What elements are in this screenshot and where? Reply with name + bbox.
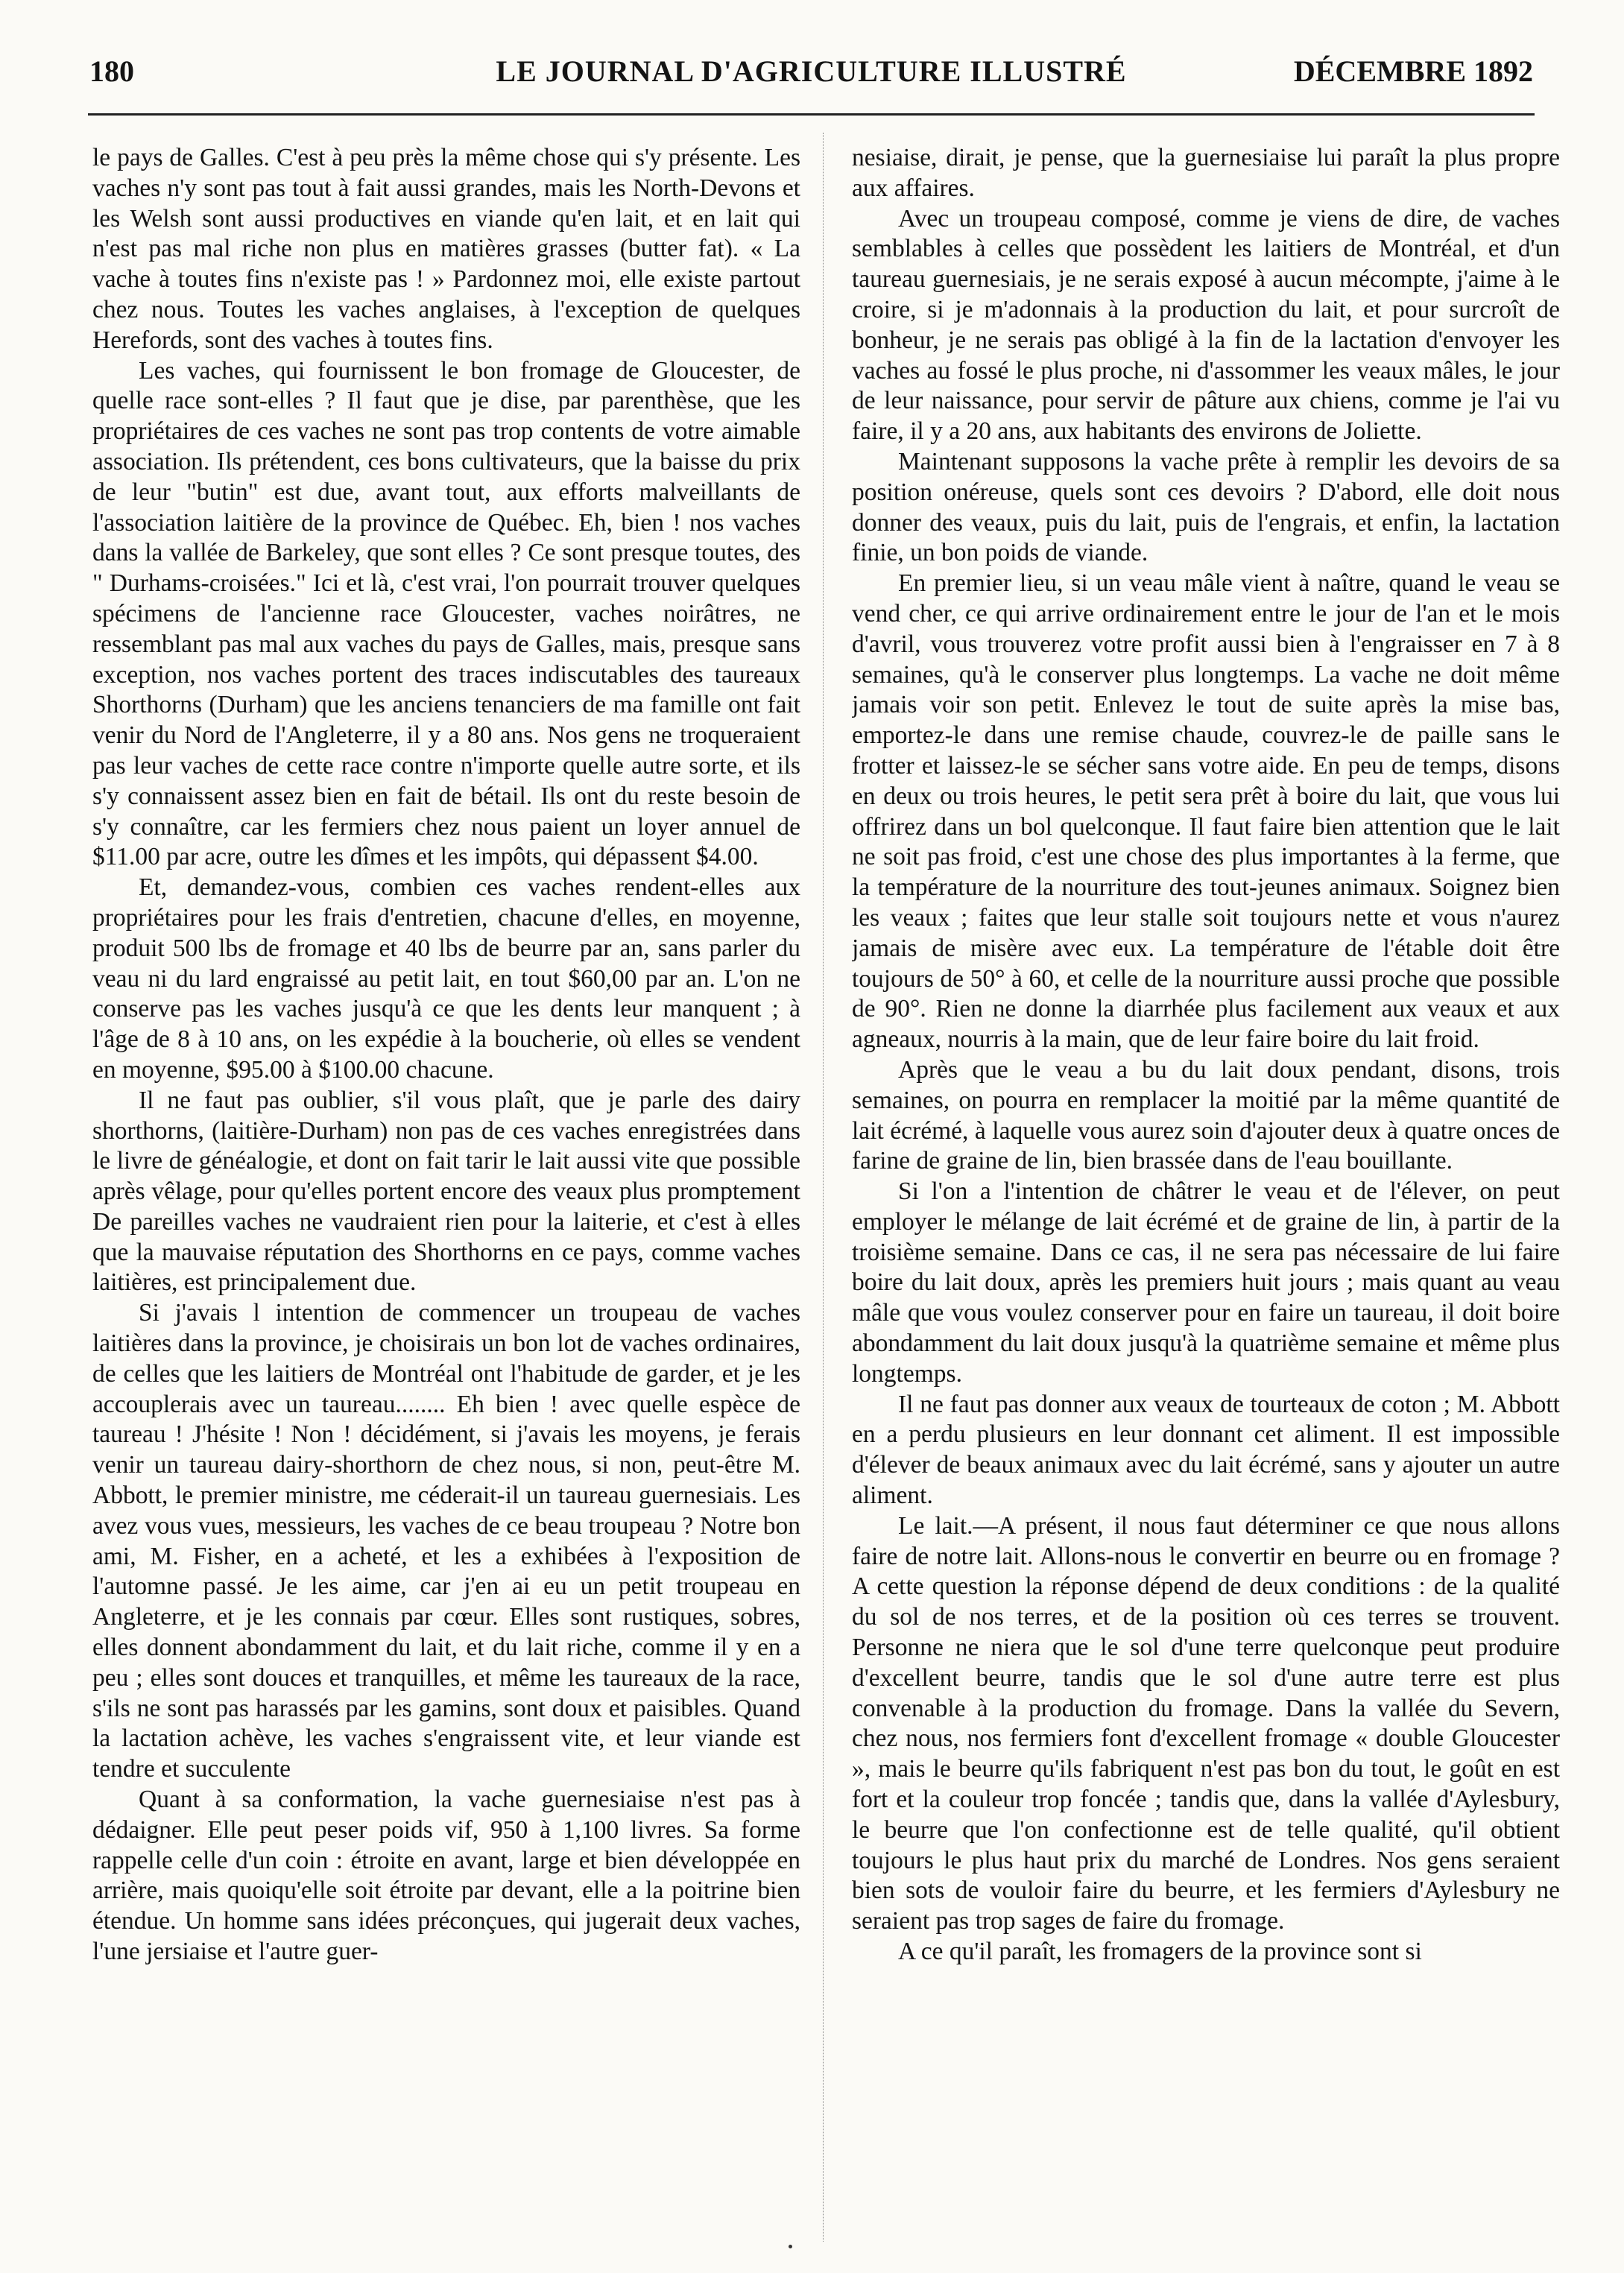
paragraph: En premier lieu, si un veau mâle vient à naître, quand le veau se vend cher, ce qui arrive ordinairement entre le jour de l'an et le mois d'avril, vous trouverez votre profit aussi bien à l'engraisser en 7 à 8 semaines, qu'à le conserver plus longtemps. La vache ne doit même jamais voir son petit. Enlevez le tout de suite après la mise bas, emportez-le dans une remise chaude, couvrez-le de paille sans le frotter et laissez-le se sécher sans votre aide. En peu de temps, disons en deux ou trois heures, le petit sera prêt à boire du lait, que vous lui offrirez dans un bol quelconque. Il faut faire bien attention que le lait ne soit pas froid, c'est une chose des plus importantes à la ferme, que la température de la nourriture des tout-jeunes animaux. Soignez bien les veaux ; faites que leur stalle soit toujours nette et vous n'aurez jamais de misère avec eux. La température de l'étable doit être toujours de 50° à 60, et celle de la nourriture aussi proche que possible de 90°. Rien ne donne la diarrhée plus facilement aux veaux et aux agneaux, nourris à la main, que de leur faire boire du lait froid. [852, 569, 1560, 1054]
column-divider [823, 133, 824, 2242]
print-mark [789, 2245, 792, 2248]
issue-date: DÉCEMBRE 1892 [1293, 54, 1533, 88]
page-number: 180 [89, 54, 134, 88]
paragraph: nesiaise, dirait, je pense, que la guernesiaise lui paraît la plus propre aux affaires. [852, 144, 1560, 202]
journal-title: LE JOURNAL D'AGRICULTURE ILLUSTRÉ [496, 54, 1127, 88]
left-column [92, 143, 800, 2230]
paragraph: Maintenant supposons la vache prête à remplir les devoirs de sa position onéreuse, quels sont ces devoirs ? D'abord, elle doit nous donner des veaux, puis du lait, puis de l'engrais, et enfin, la lactation finie, un bon poids de viande. [852, 447, 1560, 567]
paragraph: Il ne faut pas donner aux veaux de tourteaux de coton ; M. Abbott en a perdu plusieurs en leur donnant cet aliment. Il est impossible d'élever de beaux animaux avec du lait écrémé, sans y ajouter un autre aliment. [852, 1390, 1560, 1510]
paragraph: Le lait.—A présent, il nous faut déterminer ce que nous allons faire de notre lait. Allons-nous le convertir en beurre ou en fromage ? A cette question la réponse dépend de deux conditions : de la qualité du sol de nos terres, et de la position où ces terres se trouvent. Personne ne niera que le sol d'une terre quelconque peut produire d'excellent beurre, tandis que le sol d'une autre terre est plus convenable à la production du fromage. Dans la vallée du Severn, chez nous, nos fermiers font d'excellent fromage « double Gloucester », mais le beurre qu'ils fabriquent n'est pas bon du tout, le goût en est fort et la couleur trop foncée ; tandis que, dans la vallée d'Aylesbury, le beurre que l'on confectionne est de telle qualité, qu'il obtient toujours le plus haut prix du marché de Londres. Nos gens seraient bien sots de vouloir faire du beurre, et les fermiers d'Aylesbury ne seraient pas trop sages de faire du fromage. [852, 1511, 1560, 1935]
paragraph: Si j'avais l intention de commencer un troupeau de vaches laitières dans la province, je choisirais un bon lot de vaches ordinaires, de celles que les laitiers de Montréal ont l'habitude de garder, et je les accouplerais avec un taureau........ Eh bien ! avec quelle espèce de taureau ! J'hésite ! Non ! décidément, si j'avais les moyens, je ferais venir un taureau dairy-shorthorn de chez nous, si non, peut-être M. Abbott, le premier ministre, me céderait-il un taureau guernesiais. Les avez vous vues, messieurs, les vaches de ce beau troupeau ? Notre bon ami, M. Fisher, en a acheté, et les a exhibées à l'exposition de l'automne passé. Je les aime, car j'en ai eu un petit troupeau en Angleterre, et je les connais par cœur. Elles sont rustiques, sobres, elles donnent abondamment du lait, et du lait riche, comme il y en a peu ; elles sont douces et tranquilles, et même les taureaux de la race, s'ils ne sont pas harassés par les gamins, sont doux et paisibles. Quand la lactation achève, les vaches s'engraissent vite, et leur viande est tendre et succulente [92, 1299, 800, 1783]
header-rule [88, 113, 1535, 116]
paragraph: Avec un troupeau composé, comme je viens de dire, de vaches semblables à celles que possèdent les laitiers de Montréal, et d'un taureau guernesiais, je ne serais exposé à aucun mécompte, j'aime à le croire, si je m'adonnais à la production du lait, et pour surcroît de bonheur, je ne serais pas obligé à la fin de la lactation d'envoyer les vaches au fossé le plus proche, ni d'assommer les veaux mâles, le jour de leur naissance, pour servir de pâture aux chiens, comme je l'ai vu faire, il y a 20 ans, aux habitants des environs de Joliette. [852, 204, 1560, 446]
paragraph: Il ne faut pas oublier, s'il vous plaît, que je parle des dairy shorthorns, (laitière-Durham) non pas de ces vaches enregistrées dans le livre de généalogie, et dont on fait tarir le lait aussi vite que possible après vêlage, pour qu'elles portent encore des veaux plus promptement De pareilles vaches ne vaudraient rien pour la laiterie, et c'est à elles que la mauvaise réputation des Shorthorns en ce pays, comme vaches laitières, est principalement due. [92, 1086, 800, 1297]
paragraph: le pays de Galles. C'est à peu près la même chose qui s'y présente. Les vaches n'y sont pas tout à fait aussi grandes, mais les North-Devons et les Welsh sont aussi productives en viande qu'en lait, et en lait qui n'est pas mal riche non plus en matières grasses (butter fat). « La vache à toutes fins n'existe pas ! » Pardonnez moi, elle existe partout chez nous. Toutes les vaches anglaises, à l'exception de quelques Herefords, sont des vaches à toutes fins. [92, 144, 800, 354]
paragraph: Quant à sa conformation, la vache guernesiaise n'est pas à dédaigner. Elle peut peser poids vif, 950 à 1,100 livres. Sa forme rappelle celle d'un coin : étroite en avant, large et bien développée en arrière, mais quoiqu'elle soit étroite par devant, elle a la poitrine bien étendue. Un homme sans idées préconçues, qui jugerait deux vaches, l'une jersiaise et l'autre guer- [92, 1786, 800, 1966]
paragraph: Si l'on a l'intention de châtrer le veau et de l'élever, on peut employer le mélange de lait écrémé et de graine de lin, à partir de la troisième semaine. Dans ce cas, il ne sera pas nécessaire de lui faire boire du lait doux, après les premiers huit jours ; mais quant au veau mâle que vous voulez conserver pour en faire un taureau, il doit boire abondamment du lait doux jusqu'à la quatrième semaine et même plus longtemps. [852, 1177, 1560, 1388]
paragraph: Et, demandez-vous, combien ces vaches rendent-elles aux propriétaires pour les frais d'entretien, chacune d'elles, en moyenne, produit 500 lbs de fromage et 40 lbs de beurre par an, sans parler du veau ni du lard engraissé au petit lait, en tout $60,00 par an. L'on ne conserve pas les vaches jusqu'à ce que les dents leur manquent ; à l'âge de 8 à 10 ans, on les expédie à la boucherie, où elles se vendent en moyenne, $95.00 à $100.00 chacune. [92, 873, 800, 1084]
paragraph: Les vaches, qui fournissent le bon fromage de Gloucester, de quelle race sont-elles ? Il faut que je dise, par parenthèse, que les propriétaires de ces vaches ne sont pas trop contents de votre aimable association. Ils prétendent, ces bons cultivateurs, que la baisse du prix de leur "butin" est due, avant tout, aux efforts malveillants de l'association laitière de la province de Québec. Eh, bien ! nos vaches dans la vallée de Barkeley, que sont elles ? Ce sont presque toutes, des " Durhams-croisées." Ici et là, c'est vrai, l'on pourrait trouver quelques spécimens de l'ancienne race Gloucester, vaches noirâtres, ne ressemblant pas mal aux vaches du pays de Galles, mais, presque sans exception, nos vaches portent des traces indiscutables des taureaux Shorthorns (Durham) que les anciens tenanciers de ma famille ont fait venir du Nord de l'Angleterre, il y a 80 ans. Nos gens ne troqueraient pas leur vaches de cette race contre n'importe quelle autre sorte, et ils s'y connaissent assez bien en fait de bétail. Ils ont du reste besoin de s'y connaître, car les fermiers chez nous paient un loyer annuel de $11.00 par acre, outre les dîmes et les impôts, qui dépassent $4.00. [92, 356, 800, 871]
right-column [852, 143, 1560, 2230]
paragraph: Après que le veau a bu du lait doux pendant, disons, trois semaines, on pourra en remplacer la moitié par la même quantité de lait écrémé, à laquelle vous aurez soin d'ajouter deux à quatre onces de farine de graine de lin, bien brassée dans de l'eau bouillante. [852, 1055, 1560, 1175]
paragraph: A ce qu'il paraît, les fromagers de la province sont si [898, 1938, 1422, 1966]
running-header [89, 48, 1533, 92]
